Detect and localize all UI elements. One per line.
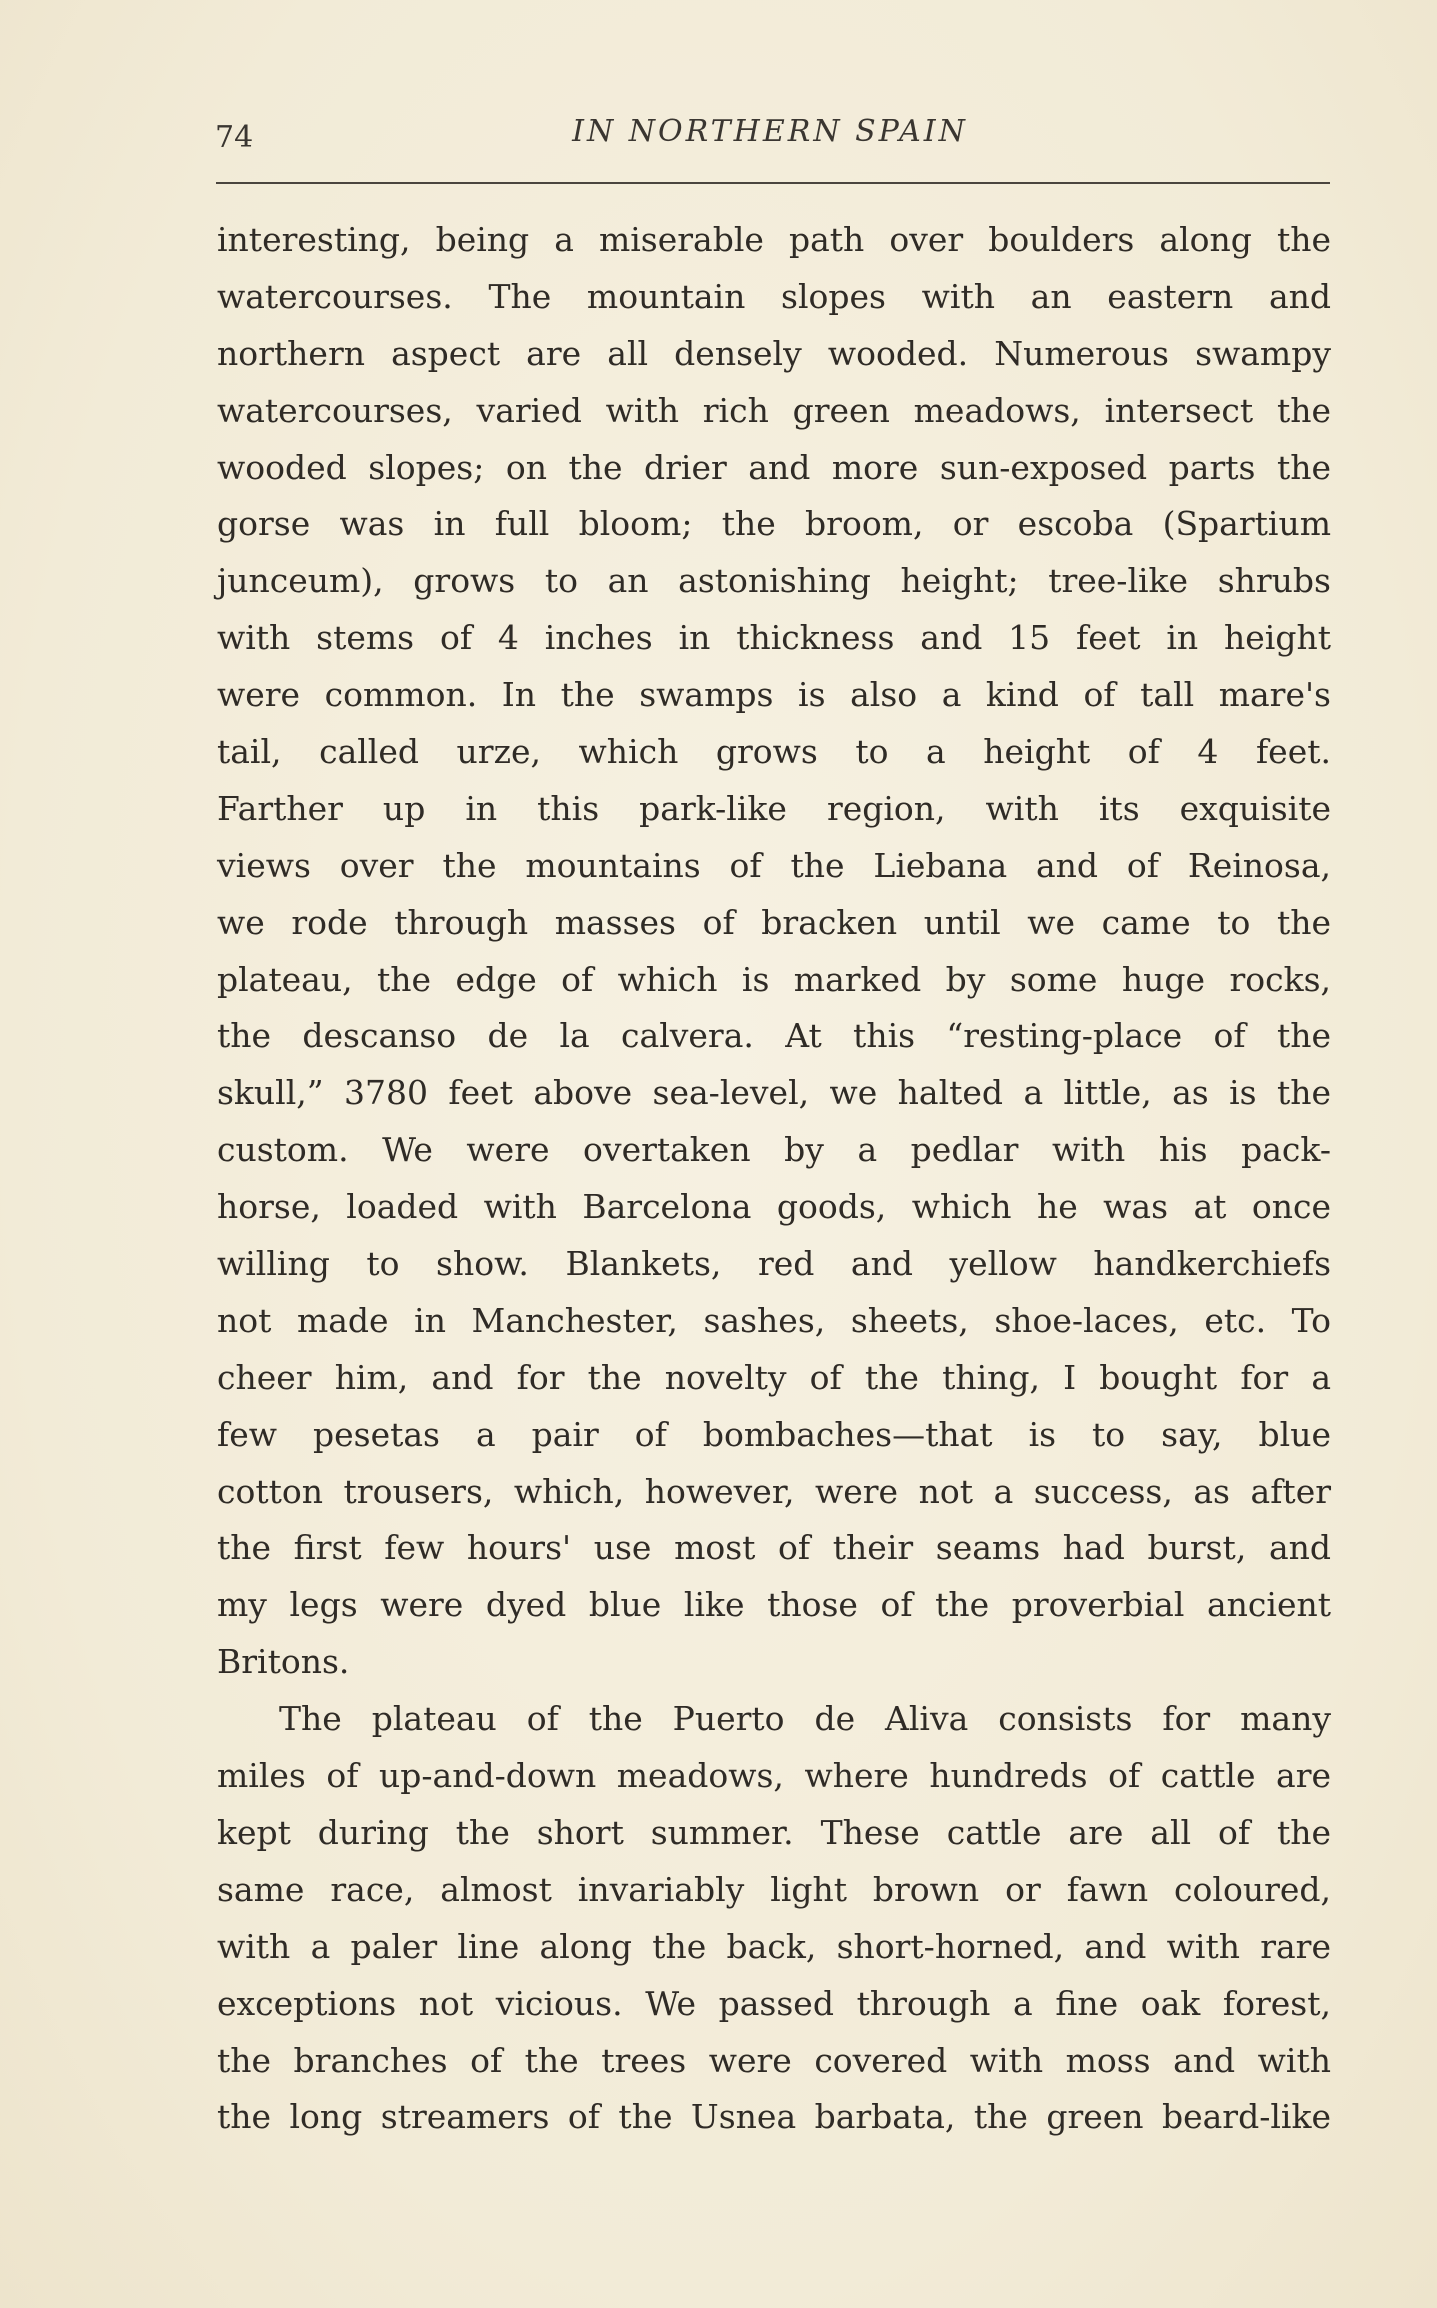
text-line: the branches of the trees were covered with moss and with xyxy=(217,2040,1331,2080)
text-line: the descanso de la calvera. At this “resting-place of the xyxy=(217,1016,1331,1056)
header-rule xyxy=(216,182,1330,184)
text-line: The plateau of the Puerto de Aliva consists for many xyxy=(279,1699,1331,1739)
text-line: not made in Manchester, sashes, sheets, shoe-laces, etc. To xyxy=(217,1300,1331,1340)
text-line: exceptions not vicious. We passed through a fine oak forest, xyxy=(217,1983,1331,2023)
text-line: the first few hours' use most of their seams had burst, and xyxy=(217,1528,1331,1568)
body-text xyxy=(217,212,1331,2146)
text-line: northern aspect are all densely wooded. Numerous swampy xyxy=(217,333,1331,373)
text-line: junceum), grows to an astonishing height; tree-like shrubs xyxy=(217,561,1331,601)
text-line: kept during the short summer. These cattle are all of the xyxy=(217,1812,1331,1852)
text-line: wooded slopes; on the drier and more sun-exposed parts the xyxy=(217,447,1331,487)
text-line: tail, called urze, which grows to a height of 4 feet. xyxy=(217,732,1331,772)
text-line: Farther up in this park-like region, with its exquisite xyxy=(217,788,1331,828)
text-line: horse, loaded with Barcelona goods, which he was at once xyxy=(217,1187,1331,1227)
text-line: same race, almost invariably light brown or fawn coloured, xyxy=(217,1869,1331,1909)
text-line: watercourses, varied with rich green meadows, intersect the xyxy=(217,390,1331,430)
text-line: cotton trousers, which, however, were not a success, as after xyxy=(217,1471,1331,1511)
running-head xyxy=(210,108,1330,158)
text-line: interesting, being a miserable path over boulders along the xyxy=(217,220,1331,259)
text-line: few pesetas a pair of bombaches—that is to say, blue xyxy=(217,1414,1331,1454)
text-line: with a paler line along the back, short-horned, and with rare xyxy=(217,1926,1331,1966)
page-number: 74 xyxy=(215,120,254,155)
text-line: willing to show. Blankets, red and yellow handkerchiefs xyxy=(217,1244,1331,1284)
text-line: with stems of 4 inches in thickness and 15 feet in height xyxy=(217,618,1331,658)
text-line: custom. We were overtaken by a pedlar with his pack- xyxy=(217,1130,1331,1170)
text-line: miles of up-and-down meadows, where hundreds of cattle are xyxy=(217,1756,1331,1796)
text-line: watercourses. The mountain slopes with an eastern and xyxy=(217,276,1331,316)
text-line: we rode through masses of bracken until we came to the xyxy=(217,902,1331,942)
text-line: Britons. xyxy=(217,1642,350,1682)
text-line: gorse was in full bloom; the broom, or escoba (Spartium xyxy=(217,504,1331,544)
text-line: plateau, the edge of which is marked by some huge rocks, xyxy=(217,959,1331,999)
text-line: my legs were dyed blue like those of the proverbial ancient xyxy=(217,1585,1331,1625)
text-line: views over the mountains of the Liebana and of Reinosa, xyxy=(217,845,1331,885)
text-line: the long streamers of the Usnea barbata, the green beard-like xyxy=(217,2097,1331,2137)
text-line: were common. In the swamps is also a kind of tall mare's xyxy=(217,675,1331,715)
running-title: IN NORTHERN SPAIN xyxy=(572,114,968,149)
text-line: cheer him, and for the novelty of the thing, I bought for a xyxy=(217,1357,1331,1397)
text-line: skull,” 3780 feet above sea-level, we halted a little, as is the xyxy=(217,1073,1331,1113)
